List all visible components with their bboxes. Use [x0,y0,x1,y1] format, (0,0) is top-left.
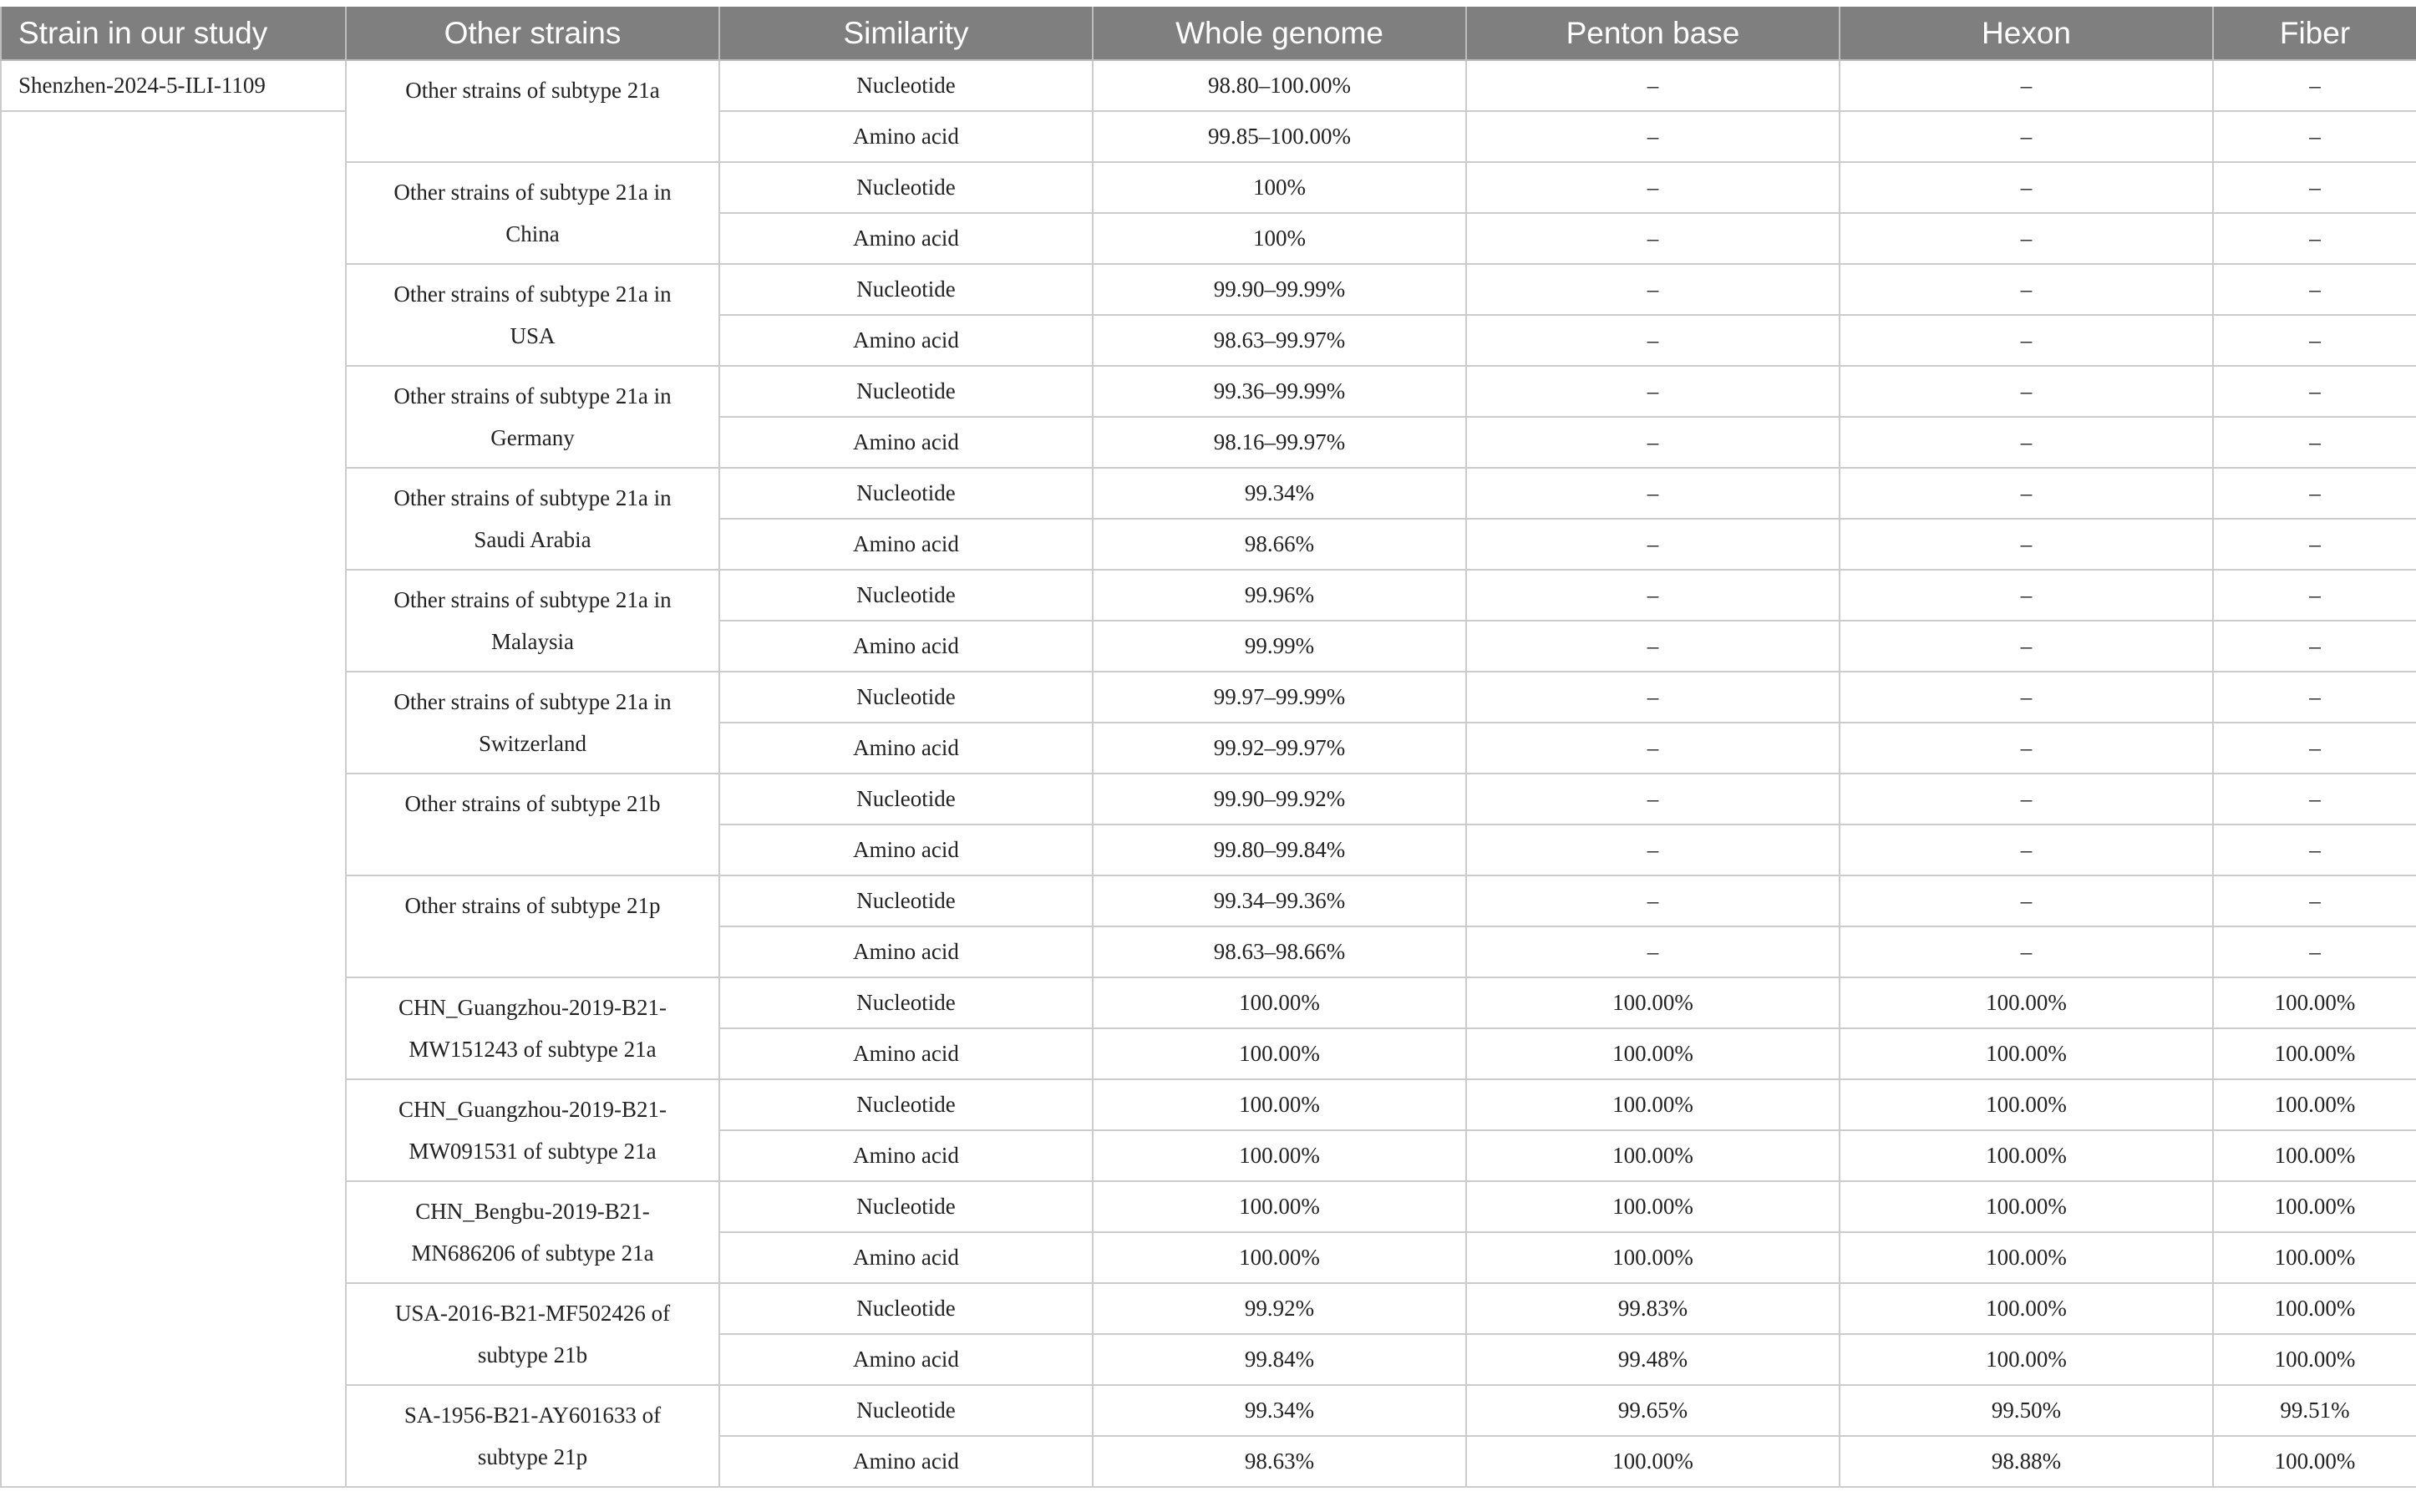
similarity-cell: Amino acid [719,1334,1093,1385]
whole-genome-cell: 100.00% [1093,977,1466,1028]
whole-genome-cell: 100.00% [1093,1079,1466,1130]
penton-base-cell: – [1466,417,1840,468]
fiber-cell: 100.00% [2213,1181,2416,1232]
other-strain-cell: Other strains of subtype 21a in Switzerland [346,672,719,774]
penton-base-cell: 99.48% [1466,1334,1840,1385]
penton-base-cell: – [1466,519,1840,570]
header-penton-base: Penton base [1466,7,1840,60]
similarity-cell: Amino acid [719,926,1093,977]
whole-genome-cell: 99.99% [1093,621,1466,672]
similarity-cell: Amino acid [719,1436,1093,1487]
hexon-cell: – [1840,60,2213,111]
fiber-cell: – [2213,519,2416,570]
table-row [1,366,2416,417]
other-strain-cell: SA-1956-B21-AY601633 of subtype 21p [346,1385,719,1487]
hexon-cell: – [1840,315,2213,366]
whole-genome-cell: 99.92–99.97% [1093,723,1466,774]
hexon-cell: 100.00% [1840,1028,2213,1079]
whole-genome-cell: 99.34% [1093,1385,1466,1436]
fiber-cell: – [2213,468,2416,519]
similarity-cell: Amino acid [719,315,1093,366]
fiber-cell: 99.51% [2213,1385,2416,1436]
fiber-cell: 100.00% [2213,1436,2416,1487]
other-strain-cell: CHN_Bengbu-2019-B21-MN686206 of subtype 21a [346,1181,719,1283]
fiber-cell: 100.00% [2213,1130,2416,1181]
similarity-cell: Nucleotide [719,1283,1093,1334]
similarity-cell: Amino acid [719,111,1093,162]
fiber-cell: 100.00% [2213,1283,2416,1334]
fiber-cell: – [2213,417,2416,468]
penton-base-cell: – [1466,723,1840,774]
table-row [1,60,2416,111]
other-strain-cell: Other strains of subtype 21a in China [346,162,719,264]
similarity-cell: Amino acid [719,417,1093,468]
fiber-cell: – [2213,824,2416,875]
other-strain-cell: Other strains of subtype 21a in USA [346,264,719,366]
similarity-cell: Amino acid [719,1028,1093,1079]
similarity-cell: Nucleotide [719,774,1093,824]
study-strain-empty-cell [1,111,346,1487]
similarity-cell: Nucleotide [719,1079,1093,1130]
hexon-cell: – [1840,570,2213,621]
similarity-cell: Nucleotide [719,264,1093,315]
penton-base-cell: 100.00% [1466,1436,1840,1487]
other-strain-cell: CHN_Guangzhou-2019-B21-MW091531 of subtype 21a [346,1079,719,1181]
table-row [1,875,2416,926]
penton-base-cell: – [1466,621,1840,672]
hexon-cell: – [1840,111,2213,162]
fiber-cell: – [2213,315,2416,366]
hexon-cell: – [1840,366,2213,417]
hexon-cell: – [1840,417,2213,468]
fiber-cell: – [2213,875,2416,926]
header-other-strains: Other strains [346,7,719,60]
penton-base-cell: 100.00% [1466,1079,1840,1130]
similarity-cell: Nucleotide [719,468,1093,519]
fiber-cell: – [2213,366,2416,417]
similarity-cell: Nucleotide [719,875,1093,926]
penton-base-cell: – [1466,875,1840,926]
fiber-cell: 100.00% [2213,977,2416,1028]
hexon-cell: 100.00% [1840,1130,2213,1181]
fiber-cell: 100.00% [2213,1028,2416,1079]
hexon-cell: – [1840,213,2213,264]
whole-genome-cell: 98.80–100.00% [1093,60,1466,111]
whole-genome-cell: 99.96% [1093,570,1466,621]
whole-genome-cell: 100.00% [1093,1232,1466,1283]
fiber-cell: – [2213,774,2416,824]
penton-base-cell: – [1466,468,1840,519]
header-fiber: Fiber [2213,7,2416,60]
hexon-cell: – [1840,162,2213,213]
similarity-cell: Nucleotide [719,977,1093,1028]
whole-genome-cell: 99.90–99.92% [1093,774,1466,824]
hexon-cell: – [1840,672,2213,723]
hexon-cell: – [1840,774,2213,824]
whole-genome-cell: 100% [1093,162,1466,213]
whole-genome-cell: 99.85–100.00% [1093,111,1466,162]
penton-base-cell: – [1466,926,1840,977]
header-row [1,7,2416,60]
fiber-cell: – [2213,672,2416,723]
fiber-cell: – [2213,213,2416,264]
other-strain-cell: USA-2016-B21-MF502426 of subtype 21b [346,1283,719,1385]
penton-base-cell: – [1466,774,1840,824]
penton-base-cell: – [1466,111,1840,162]
fiber-cell: – [2213,111,2416,162]
whole-genome-cell: 98.63–98.66% [1093,926,1466,977]
similarity-cell: Amino acid [719,519,1093,570]
penton-base-cell: – [1466,162,1840,213]
header-similarity: Similarity [719,7,1093,60]
similarity-cell: Amino acid [719,824,1093,875]
other-strain-cell: Other strains of subtype 21a in Saudi Arabia [346,468,719,570]
header-whole-genome: Whole genome [1093,7,1466,60]
header-hexon: Hexon [1840,7,2213,60]
table-body [1,60,2416,1487]
penton-base-cell: – [1466,213,1840,264]
table-row [1,1079,2416,1130]
hexon-cell: – [1840,926,2213,977]
penton-base-cell: 99.83% [1466,1283,1840,1334]
fiber-cell: – [2213,723,2416,774]
fiber-cell: 100.00% [2213,1334,2416,1385]
other-strain-cell: Other strains of subtype 21p [346,875,719,977]
table-row [1,1283,2416,1334]
table-row [1,672,2416,723]
hexon-cell: – [1840,468,2213,519]
penton-base-cell: – [1466,824,1840,875]
whole-genome-cell: 98.63–99.97% [1093,315,1466,366]
hexon-cell: – [1840,875,2213,926]
similarity-cell: Nucleotide [719,162,1093,213]
whole-genome-cell: 100.00% [1093,1130,1466,1181]
whole-genome-cell: 99.84% [1093,1334,1466,1385]
whole-genome-cell: 99.97–99.99% [1093,672,1466,723]
table-row [1,1181,2416,1232]
penton-base-cell: – [1466,570,1840,621]
similarity-cell: Nucleotide [719,366,1093,417]
whole-genome-cell: 99.80–99.84% [1093,824,1466,875]
other-strain-cell: Other strains of subtype 21a in Malaysia [346,570,719,672]
similarity-cell: Amino acid [719,213,1093,264]
penton-base-cell: 100.00% [1466,1232,1840,1283]
whole-genome-cell: 99.34% [1093,468,1466,519]
hexon-cell: – [1840,519,2213,570]
other-strain-cell: CHN_Guangzhou-2019-B21-MW151243 of subtype 21a [346,977,719,1079]
whole-genome-cell: 99.36–99.99% [1093,366,1466,417]
hexon-cell: 100.00% [1840,1283,2213,1334]
hexon-cell: 100.00% [1840,977,2213,1028]
table-row [1,264,2416,315]
hexon-cell: – [1840,621,2213,672]
similarity-cell: Nucleotide [719,60,1093,111]
whole-genome-cell: 100.00% [1093,1181,1466,1232]
hexon-cell: – [1840,264,2213,315]
similarity-cell: Nucleotide [719,672,1093,723]
similarity-cell: Amino acid [719,621,1093,672]
penton-base-cell: – [1466,315,1840,366]
other-strain-cell: Other strains of subtype 21b [346,774,719,875]
table-row [1,468,2416,519]
similarity-cell: Amino acid [719,1130,1093,1181]
similarity-table [0,7,2416,1488]
table-row [1,977,2416,1028]
hexon-cell: – [1840,723,2213,774]
penton-base-cell: – [1466,672,1840,723]
similarity-cell: Nucleotide [719,1385,1093,1436]
whole-genome-cell: 98.16–99.97% [1093,417,1466,468]
whole-genome-cell: 100.00% [1093,1028,1466,1079]
table-row [1,162,2416,213]
hexon-cell: 100.00% [1840,1334,2213,1385]
whole-genome-cell: 99.92% [1093,1283,1466,1334]
fiber-cell: – [2213,162,2416,213]
hexon-cell: 99.50% [1840,1385,2213,1436]
header-strain-in-our-study: Strain in our study [1,7,346,60]
whole-genome-cell: 98.66% [1093,519,1466,570]
whole-genome-cell: 98.63% [1093,1436,1466,1487]
table-row [1,1385,2416,1436]
whole-genome-cell: 99.34–99.36% [1093,875,1466,926]
penton-base-cell: 99.65% [1466,1385,1840,1436]
hexon-cell: 100.00% [1840,1232,2213,1283]
penton-base-cell: 100.00% [1466,1028,1840,1079]
hexon-cell: 100.00% [1840,1181,2213,1232]
fiber-cell: – [2213,570,2416,621]
penton-base-cell: 100.00% [1466,1181,1840,1232]
penton-base-cell: 100.00% [1466,977,1840,1028]
similarity-cell: Amino acid [719,723,1093,774]
similarity-cell: Amino acid [719,1232,1093,1283]
similarity-cell: Nucleotide [719,570,1093,621]
whole-genome-cell: 99.90–99.99% [1093,264,1466,315]
whole-genome-cell: 100% [1093,213,1466,264]
fiber-cell: – [2213,264,2416,315]
hexon-cell: 100.00% [1840,1079,2213,1130]
penton-base-cell: – [1466,366,1840,417]
other-strain-cell: Other strains of subtype 21a in Germany [346,366,719,468]
penton-base-cell: 100.00% [1466,1130,1840,1181]
fiber-cell: 100.00% [2213,1232,2416,1283]
penton-base-cell: – [1466,264,1840,315]
similarity-cell: Nucleotide [719,1181,1093,1232]
penton-base-cell: – [1466,60,1840,111]
study-strain-cell: Shenzhen-2024-5-ILI-1109 [1,60,346,111]
fiber-cell: – [2213,60,2416,111]
other-strain-cell: Other strains of subtype 21a [346,60,719,162]
table-row [1,774,2416,824]
fiber-cell: – [2213,926,2416,977]
fiber-cell: 100.00% [2213,1079,2416,1130]
hexon-cell: 98.88% [1840,1436,2213,1487]
hexon-cell: – [1840,824,2213,875]
table-row [1,570,2416,621]
fiber-cell: – [2213,621,2416,672]
